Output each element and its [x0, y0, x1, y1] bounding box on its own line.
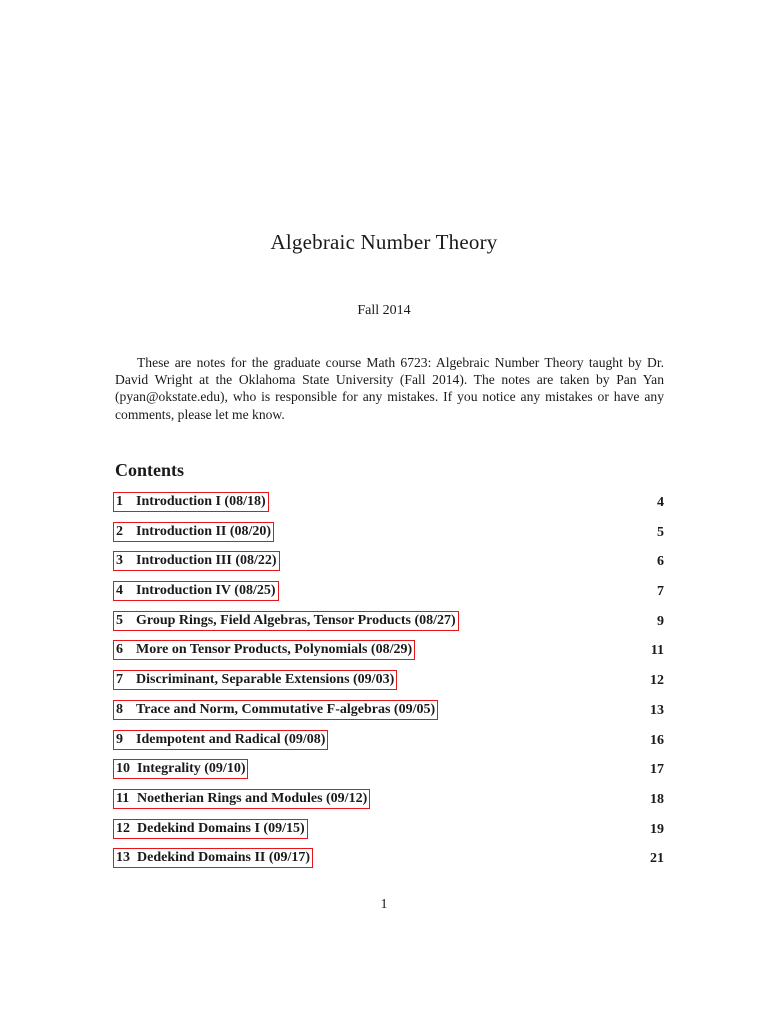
toc-section-number: 2: [116, 523, 123, 539]
toc-link[interactable]: [113, 581, 279, 601]
toc-link[interactable]: [113, 492, 269, 512]
toc-section-number: 3: [116, 553, 123, 569]
toc-section-number: 10: [116, 761, 130, 777]
toc-row: [113, 579, 664, 609]
toc-row: [113, 757, 664, 787]
toc-link[interactable]: [113, 670, 397, 690]
toc-section-number: 9: [116, 731, 123, 747]
toc-link[interactable]: [113, 730, 328, 750]
toc-row: [113, 787, 664, 817]
toc-page-number: 13: [650, 702, 664, 718]
table-of-contents: [113, 490, 664, 876]
toc-page-number: 9: [657, 613, 664, 629]
toc-link[interactable]: [113, 759, 248, 779]
toc-link[interactable]: [113, 522, 274, 542]
toc-section-title: Dedekind Domains I (09/15): [137, 820, 305, 836]
toc-row: [113, 638, 664, 668]
toc-page-number: 12: [650, 673, 664, 689]
toc-row: [113, 549, 664, 579]
toc-page-number: 17: [650, 762, 664, 778]
toc-link[interactable]: [113, 700, 438, 720]
toc-section-title: Introduction I (08/18): [136, 494, 266, 509]
toc-section-title: Introduction III (08/22): [136, 553, 277, 569]
abstract-paragraph: These are notes for the graduate course Math 6723: Algebraic Number Theory taught by Dr. David Wright at the Oklahoma State University (Fall 2014). The notes are taken by Pan Yan (pyan@okstate.edu), who is responsible for any mistakes. If you notice any mistakes or have any comments, please let me know.: [115, 355, 664, 422]
toc-section-number: 5: [116, 612, 123, 628]
toc-section-title: Idempotent and Radical (09/08): [136, 731, 326, 747]
toc-link[interactable]: [113, 640, 415, 660]
toc-section-title: Integrality (09/10): [137, 761, 246, 777]
toc-section-number: 6: [116, 642, 123, 658]
toc-section-title: Trace and Norm, Commutative F-algebras (09/05): [136, 701, 436, 717]
toc-page-number: 6: [657, 554, 664, 570]
contents-heading: Contents: [115, 460, 185, 480]
toc-row: [113, 728, 664, 758]
toc-section-title: Introduction II (08/20): [136, 523, 272, 539]
toc-section-number: 11: [116, 790, 130, 806]
toc-section-title: More on Tensor Products, Polynomials (08/29): [136, 642, 413, 658]
toc-link[interactable]: [113, 551, 280, 571]
toc-section-title: Noetherian Rings and Modules (09/12): [137, 790, 368, 806]
toc-row: [113, 698, 664, 728]
toc-page-number: 18: [650, 791, 664, 807]
toc-section-title: Discriminant, Separable Extensions (09/03): [136, 672, 395, 688]
toc-section-title: Introduction IV (08/25): [136, 583, 276, 599]
toc-page-number: 21: [650, 851, 664, 867]
toc-row: [113, 846, 664, 876]
toc-section-title: Group Rings, Field Algebras, Tensor Products (08/27): [136, 612, 456, 628]
toc-link[interactable]: [113, 611, 459, 631]
toc-page-number: 7: [657, 584, 664, 600]
toc-section-number: 13: [116, 850, 130, 866]
toc-link[interactable]: [113, 819, 308, 839]
toc-row: [113, 490, 664, 520]
toc-row: [113, 817, 664, 847]
toc-section-number: 8: [116, 701, 123, 717]
toc-page-number: 11: [650, 643, 664, 659]
toc-section-number: 4: [116, 583, 123, 599]
toc-section-number: 1: [116, 494, 123, 509]
toc-row: [113, 520, 664, 550]
document-title: Algebraic Number Theory: [270, 230, 498, 254]
toc-section-title: Dedekind Domains II (09/17): [137, 850, 311, 866]
document-date: Fall 2014: [357, 303, 411, 318]
toc-page-number: 16: [650, 732, 664, 748]
toc-section-number: 7: [116, 672, 123, 688]
page-number: 1: [380, 897, 388, 912]
toc-page-number: 5: [657, 524, 664, 540]
toc-row: [113, 668, 664, 698]
toc-link[interactable]: [113, 789, 370, 809]
toc-row: [113, 609, 664, 639]
toc-section-number: 12: [116, 820, 130, 836]
toc-link[interactable]: [113, 848, 313, 868]
toc-page-number: 19: [650, 821, 664, 837]
toc-page-number: 4: [657, 495, 664, 510]
